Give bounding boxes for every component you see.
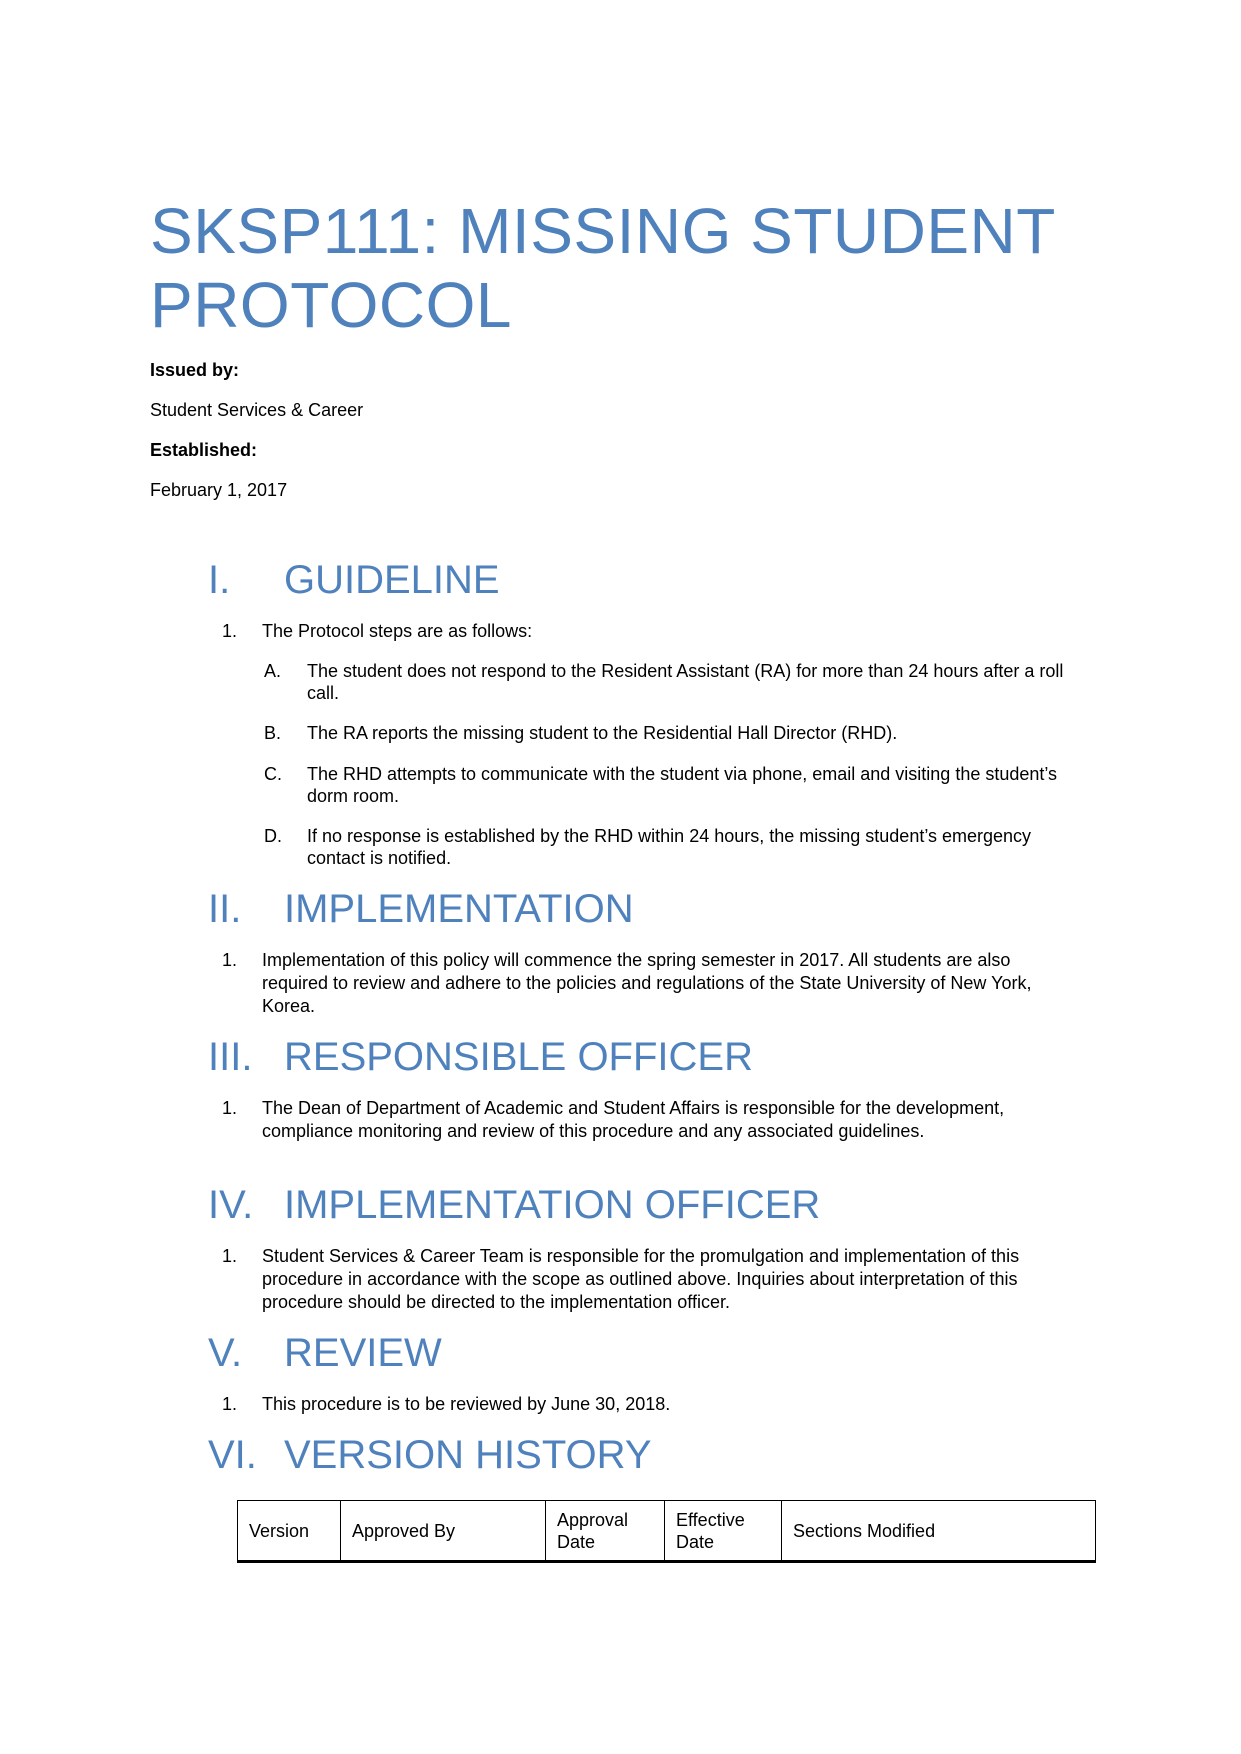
section-numeral: V. bbox=[208, 1331, 243, 1375]
list-item-text: Student Services & Career Team is responsible for the promulgation and implementation of this procedure in accordance with the scope as outlined above. Inquiries about interpretation of this procedure should be directed to the implementation officer. bbox=[262, 1246, 1020, 1312]
section-numeral: IV. bbox=[208, 1183, 254, 1227]
sub-list-item bbox=[264, 660, 1064, 704]
sub-list-item-letter: D. bbox=[264, 826, 282, 846]
list-item bbox=[222, 1393, 1072, 1416]
section-heading-implementation-officer bbox=[208, 1182, 820, 1228]
list-item-text: The Protocol steps are as follows: bbox=[262, 621, 533, 641]
column-header-approval-date: Approval Date bbox=[546, 1501, 665, 1562]
issued-by-label: Issued by: bbox=[150, 360, 240, 380]
section-title: VERSION HISTORY bbox=[284, 1433, 652, 1477]
sub-list-item-letter: A. bbox=[264, 661, 282, 681]
list-item-number: 1. bbox=[222, 1098, 238, 1118]
column-header-version: Version bbox=[238, 1501, 341, 1562]
list-item bbox=[222, 1097, 1072, 1143]
issued-by-value: Student Services & Career bbox=[150, 400, 364, 420]
sub-list-item-text: If no response is established by the RHD within 24 hours, the missing student’s emergency contact is notified. bbox=[307, 826, 1032, 868]
section-title: REVIEW bbox=[284, 1331, 442, 1375]
list-item-number: 1. bbox=[222, 1394, 238, 1414]
list-item-text: This procedure is to be reviewed by June 30, 2018. bbox=[262, 1394, 671, 1414]
section-heading-implementation bbox=[208, 886, 634, 932]
sub-list-item-letter: B. bbox=[264, 723, 282, 743]
sub-list-item-text: The student does not respond to the Resident Assistant (RA) for more than 24 hours after a roll call. bbox=[307, 661, 1064, 703]
list-item bbox=[222, 620, 1072, 643]
section-heading-review bbox=[208, 1330, 442, 1376]
list-item-number: 1. bbox=[222, 1246, 238, 1266]
column-header-effective-date: Effective Date bbox=[665, 1501, 782, 1562]
section-numeral: I. bbox=[208, 558, 231, 602]
list-item bbox=[222, 949, 1072, 1018]
list-item-text: The Dean of Department of Academic and Student Affairs is responsible for the development, compliance monitoring and review of this procedure and any associated guidelines. bbox=[262, 1098, 1005, 1141]
established-label: Established: bbox=[150, 440, 258, 460]
section-heading-responsible-officer bbox=[208, 1034, 753, 1080]
column-header-approved-by: Approved By bbox=[341, 1501, 546, 1562]
version-history-table bbox=[237, 1500, 1096, 1563]
section-numeral: VI. bbox=[208, 1433, 257, 1477]
section-title: GUIDELINE bbox=[284, 558, 500, 602]
list-item bbox=[222, 1245, 1072, 1314]
section-heading-version-history bbox=[208, 1432, 652, 1478]
section-numeral: III. bbox=[208, 1035, 253, 1079]
list-item-number: 1. bbox=[222, 621, 238, 641]
table-header-row bbox=[238, 1501, 1096, 1562]
sub-list-item-text: The RA reports the missing student to the Residential Hall Director (RHD). bbox=[307, 723, 898, 743]
column-header-sections-modified: Sections Modified bbox=[782, 1501, 1096, 1562]
sub-list-item-letter: C. bbox=[264, 764, 282, 784]
established-value: February 1, 2017 bbox=[150, 480, 288, 500]
sub-list-item-text: The RHD attempts to communicate with the student via phone, email and visiting the student’s dorm room. bbox=[307, 764, 1058, 806]
section-heading-guideline bbox=[208, 557, 500, 603]
list-item-text: Implementation of this policy will commence the spring semester in 2017. All students are also required to review and adhere to the policies and regulations of the State University of New York, Korea. bbox=[262, 950, 1032, 1016]
section-numeral: II. bbox=[208, 887, 242, 931]
sub-list-item bbox=[264, 722, 1064, 744]
sub-list-item bbox=[264, 825, 1064, 869]
sub-list-item bbox=[264, 763, 1064, 807]
list-item-number: 1. bbox=[222, 950, 238, 970]
section-title: IMPLEMENTATION bbox=[284, 887, 634, 931]
section-title: IMPLEMENTATION OFFICER bbox=[284, 1183, 821, 1227]
document-title: SKSP111: MISSING STUDENT PROTOCOL bbox=[150, 195, 1055, 341]
section-title: RESPONSIBLE OFFICER bbox=[284, 1035, 753, 1079]
